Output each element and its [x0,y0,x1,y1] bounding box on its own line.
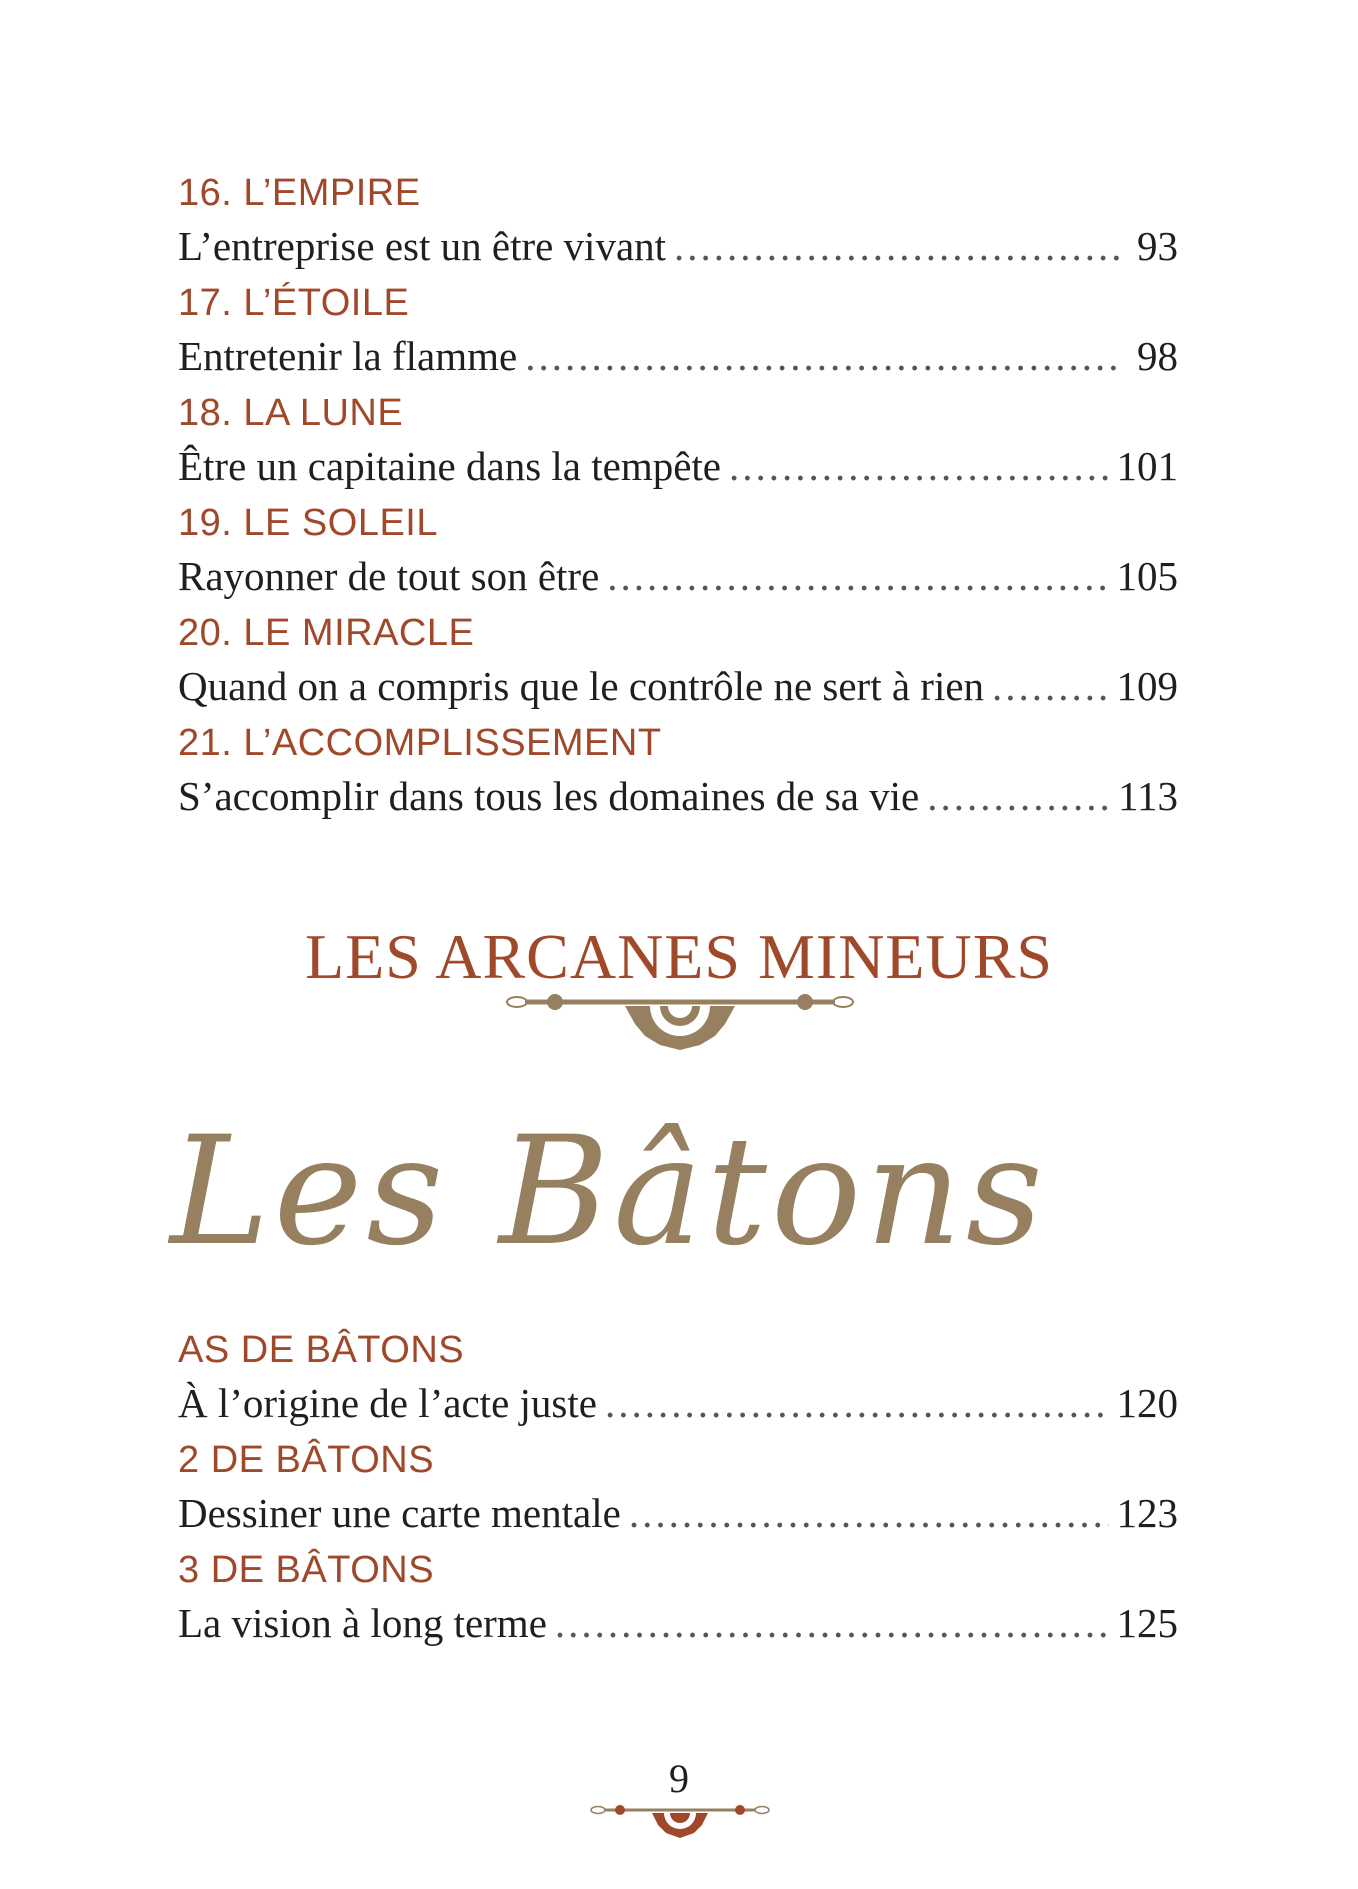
gear-divider-ornament [505,990,855,1060]
toc-wands [178,1325,1178,1655]
toc-entry-page: 123 [1116,1490,1178,1536]
toc-entry [178,278,1178,384]
toc-entry-title: 20. LE MIRACLE [178,612,475,654]
toc-entry [178,718,1178,824]
toc-entry [178,388,1178,494]
toc-entry-title: AS DE BÂTONS [178,1329,465,1371]
toc-major-arcana [178,168,1178,828]
toc-entry-page: 93 [1137,223,1178,269]
toc-entry-title: 21. L’ACCOMPLISSEMENT [178,722,662,764]
toc-entry-title: 2 DE BÂTONS [178,1439,435,1481]
dot-leader [629,1485,1109,1541]
toc-entry [178,168,1178,274]
section-heading: LES ARCANES MINEURS [305,921,1053,992]
toc-entry-page: 113 [1118,773,1178,819]
dot-leader [927,768,1110,824]
toc-entry-line [178,658,1178,714]
dot-leader [555,1595,1109,1651]
toc-entry-text: La vision à long terme [178,1600,547,1646]
dot-leader [607,548,1108,604]
toc-entry-text: S’accomplir dans tous les domaines de sa vie [178,773,920,819]
gear-footer-ornament [590,1800,770,1848]
toc-entry-line [178,768,1178,824]
toc-entry-text: Être un capitaine dans la tempête [178,443,722,489]
toc-entry-line [178,438,1178,494]
toc-entry [178,1435,1178,1541]
toc-entry-line [178,1595,1178,1651]
toc-entry-page: 120 [1116,1380,1178,1426]
dot-leader [729,438,1108,494]
dot-leader [992,658,1108,714]
toc-entry-page: 105 [1116,553,1178,599]
toc-entry-text: L’entreprise est un être vivant [178,223,667,269]
toc-entry [178,498,1178,604]
toc-entry-title: 17. L’ÉTOILE [178,282,410,324]
dot-leader [525,328,1120,384]
toc-entry-page: 98 [1137,333,1178,379]
toc-entry [178,1325,1178,1431]
toc-entry-line [178,548,1178,604]
toc-entry-text: Entretenir la flamme [178,333,518,379]
toc-entry-text: Dessiner une carte mentale [178,1490,621,1536]
toc-entry-line [178,328,1178,384]
toc-entry-text: Quand on a compris que le contrôle ne sert à rien [178,663,985,709]
toc-entry-title: 18. LA LUNE [178,392,404,434]
toc-entry-page: 101 [1116,443,1178,489]
toc-entry-page: 125 [1116,1600,1178,1646]
toc-entry [178,1545,1178,1651]
toc-entry [178,608,1178,714]
toc-entry-line [178,1375,1178,1431]
script-title: Les Bâtons [170,1105,1047,1279]
toc-entry-text: Rayonner de tout son être [178,553,600,599]
toc-entry-title: 16. L’EMPIRE [178,172,421,214]
toc-entry-title: 3 DE BÂTONS [178,1549,435,1591]
toc-entry-text: À l’origine de l’acte juste [178,1380,597,1426]
toc-entry-line [178,1485,1178,1541]
dot-leader [605,1375,1109,1431]
page-number: 9 [669,1756,689,1801]
toc-entry-page: 109 [1116,663,1178,709]
dot-leader [674,218,1120,274]
toc-entry-line [178,218,1178,274]
toc-entry-title: 19. LE SOLEIL [178,502,438,544]
